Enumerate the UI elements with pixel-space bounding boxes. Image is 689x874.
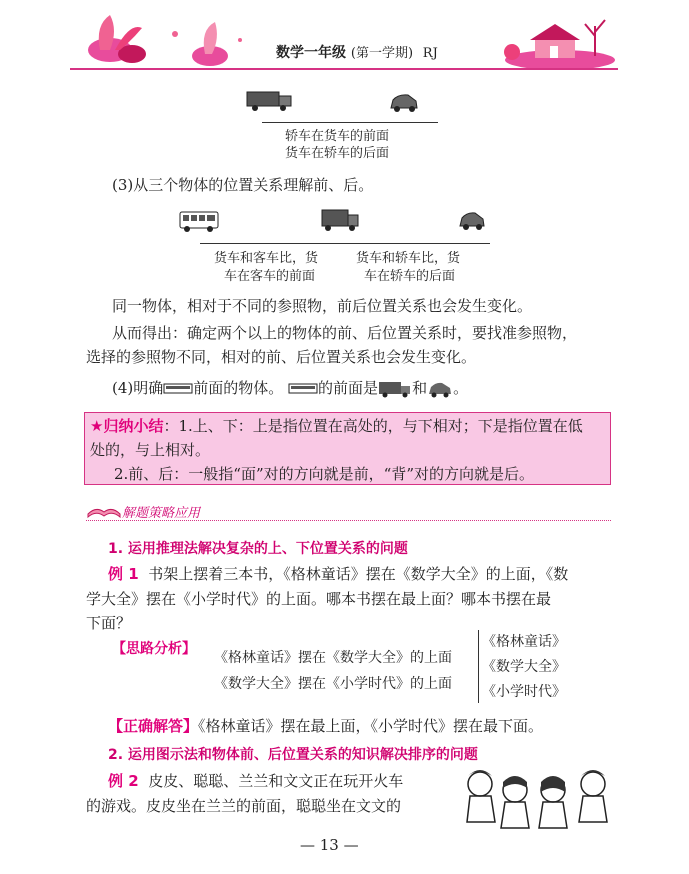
summary-line-1: ★归纳小结：1.上、下：上是指位置在高处的，与下相对；下是指位置在低 bbox=[90, 417, 583, 435]
car-icon-2 bbox=[458, 208, 486, 232]
example-1-line-2: 学大全》摆在《小学时代》的上面。哪本书摆在最上面？哪本书摆在最 bbox=[86, 590, 552, 608]
figure2-line-left bbox=[200, 243, 350, 244]
page-number: — 13 — bbox=[300, 836, 359, 854]
bus-icon-inline-2 bbox=[288, 382, 318, 396]
strategy-title: 解题策略应用 bbox=[122, 506, 201, 521]
item-4-line: (4)明确 前面的物体。 的前面是 和 。 bbox=[112, 379, 469, 397]
header-divider bbox=[70, 68, 618, 70]
analysis-label: 【思路分析】 bbox=[112, 641, 196, 657]
analysis-line-2: 《数学大全》摆在《小学时代》的上面 bbox=[214, 676, 452, 692]
figure1-line bbox=[262, 122, 438, 123]
summary-line-2: 处的，与上相对。 bbox=[90, 441, 211, 459]
section-2-heading: 2. 运用图示法和物体前、后位置关系的知识解决排序的问题 bbox=[108, 747, 478, 763]
figure2-right-1: 货车和轿车比，货 bbox=[356, 251, 461, 266]
paragraph-1: 同一物体，相对于不同的参照物，前后位置关系也会发生变化。 bbox=[112, 297, 533, 315]
car-icon bbox=[388, 90, 420, 114]
summary-label: ★归纳小结 bbox=[90, 417, 164, 435]
figure1-caption-1: 轿车在货车的前面 bbox=[285, 129, 390, 144]
figure2-left-2: 车在客车的前面 bbox=[224, 269, 316, 284]
section-1-heading: 1. 运用推理法解决复杂的上、下位置关系的问题 bbox=[108, 541, 408, 557]
answer-line: 【正确解答】《格林童话》摆在最上面，《小学时代》摆在最下面。 bbox=[108, 717, 544, 735]
example-2-line-1: 例 2 皮皮、聪聪、兰兰和文文正在玩开火车 bbox=[108, 772, 404, 790]
house-decoration-right bbox=[500, 6, 620, 70]
item-3-text: (3)从三个物体的位置关系理解前、后。 bbox=[112, 176, 374, 194]
figure2-right-2: 车在轿车的后面 bbox=[364, 269, 456, 284]
example-1-line-3: 下面？ bbox=[86, 614, 132, 632]
bus-icon-inline bbox=[163, 382, 193, 396]
book-stack-item-3: 《小学时代》 bbox=[482, 684, 566, 700]
analysis-line-1: 《格林童话》摆在《数学大全》的上面 bbox=[214, 650, 452, 666]
truck-icon-inline bbox=[378, 379, 412, 399]
example-2-line-2: 的游戏。皮皮坐在兰兰的前面，聪聪坐在文文的 bbox=[86, 797, 402, 815]
paragraph-2-line-1: 从而得出：确定两个以上的物体的前、后位置关系时，要找准参照物， bbox=[112, 324, 578, 342]
car-icon-inline bbox=[427, 379, 453, 399]
figure2-line-right bbox=[342, 243, 490, 244]
book-icon bbox=[86, 500, 122, 520]
truck-icon bbox=[245, 88, 295, 114]
flower-decoration-left bbox=[70, 10, 270, 70]
strategy-divider bbox=[86, 520, 611, 522]
header-title: 数学一年级 (第一学期) RJ bbox=[276, 45, 438, 61]
book-stack-item-1: 《格林童话》 bbox=[482, 634, 566, 650]
bus-icon bbox=[178, 208, 220, 234]
children-train-illustration bbox=[455, 762, 615, 842]
example-1-line-1: 例 1 书架上摆着三本书，《格林童话》摆在《数学大全》的上面，《数 bbox=[108, 565, 569, 583]
truck-icon-2 bbox=[320, 206, 360, 234]
paragraph-2-line-2: 选择的参照物不同，相对的前、后位置关系也会发生变化。 bbox=[86, 348, 477, 366]
figure2-left-1: 货车和客车比，货 bbox=[214, 251, 319, 266]
book-stack-item-2: 《数学大全》 bbox=[482, 659, 566, 675]
summary-line-3: 2.前、后：一般指“面”对的方向就是前，“背”对的方向就是后。 bbox=[114, 465, 534, 483]
figure1-caption-2: 货车在轿车的后面 bbox=[285, 146, 390, 161]
